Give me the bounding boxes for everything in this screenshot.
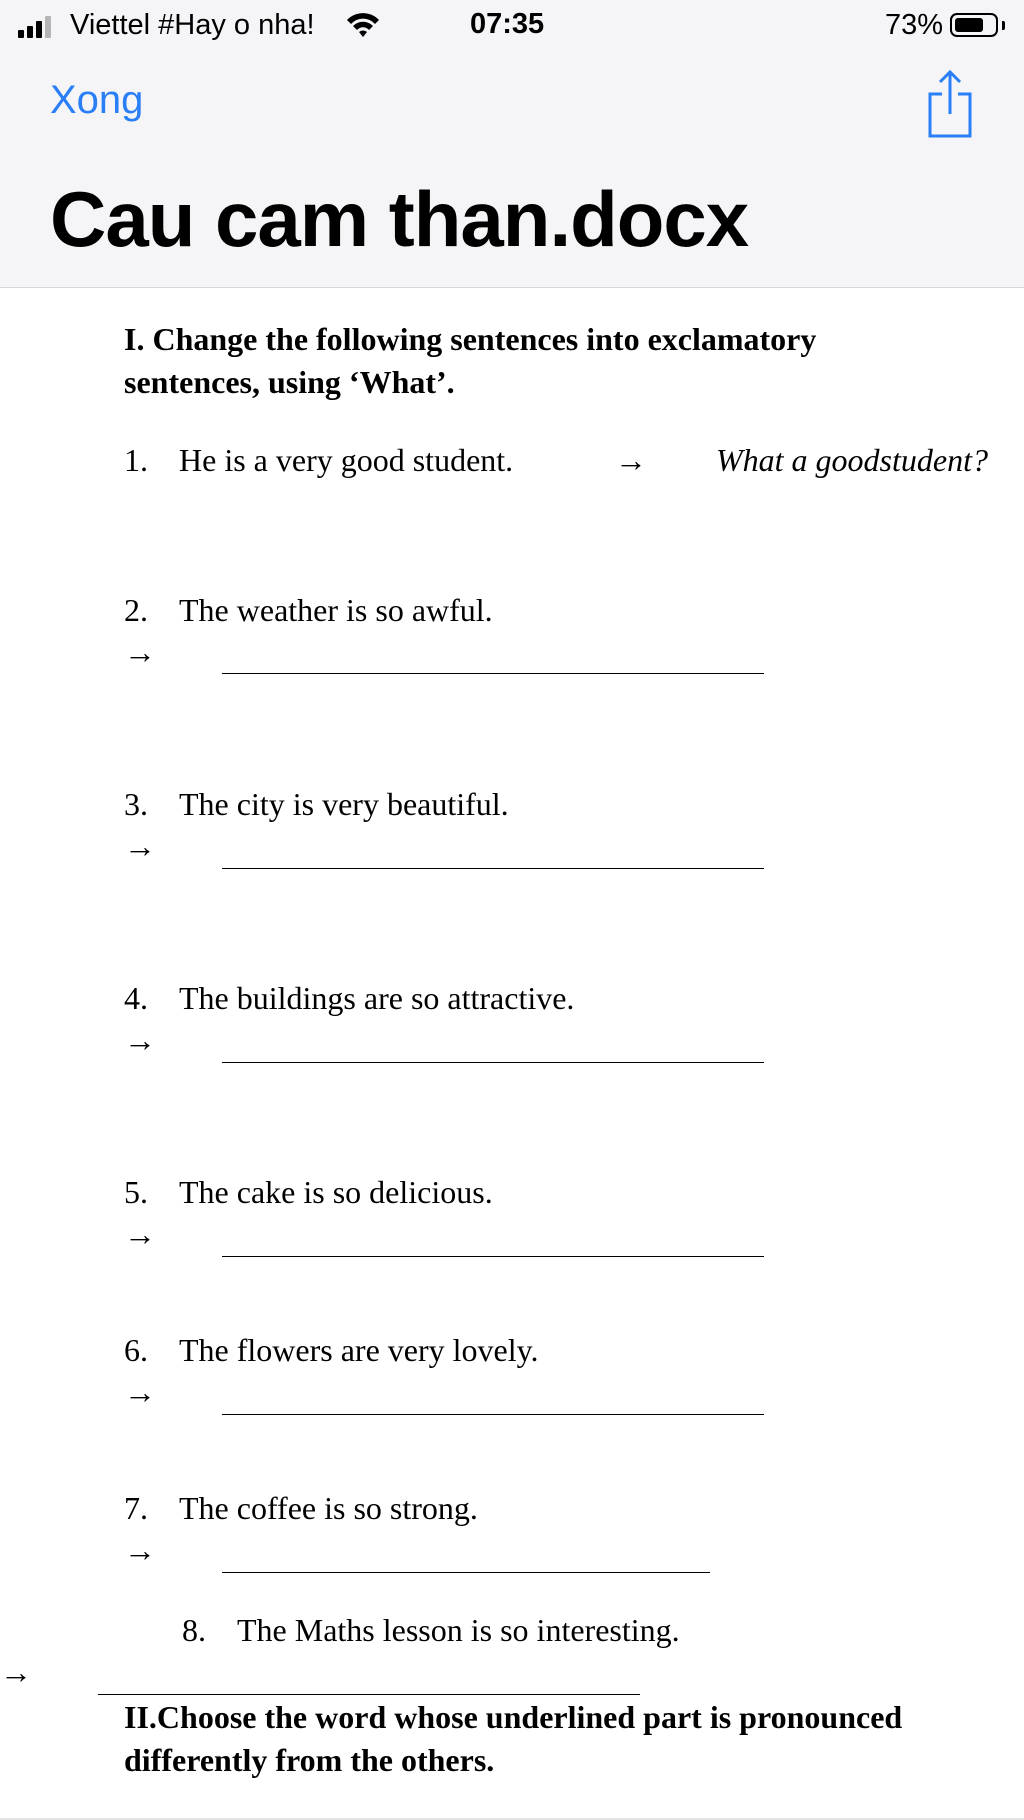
question-text: He is a very good student. [179,442,514,478]
battery-fill [955,18,983,32]
answer-1: What a goodstudent? [716,442,988,478]
question-number: 1. [124,442,148,478]
question-text: The buildings are so attractive. [179,980,575,1016]
answer-line-3[interactable] [222,868,764,869]
share-icon[interactable] [922,68,978,140]
section-1-heading: I. Change the following sentences into exclamatory sentences, using ‘What’. [124,321,817,400]
arrow-1: → [615,442,647,478]
question-text: The weather is so awful. [179,592,493,628]
question-number: 4. [124,980,148,1016]
arrow-4: → [124,1022,156,1058]
arrow-7: → [124,1532,156,1568]
battery-percentage: 73% [885,9,944,41]
document-navbar [0,52,1024,288]
answer-line-8[interactable] [98,1694,640,1695]
status-bar [0,0,1024,52]
clock: 07:35 [470,8,545,40]
arrow-8: → [0,1654,32,1690]
question-text: The cake is so delicious. [179,1174,493,1210]
arrow-3: → [124,828,156,864]
question-text: The Maths lesson is so interesting. [237,1612,680,1648]
done-button[interactable]: Xong [50,78,144,122]
carrier-name: Viettel #Hay o nha! [70,9,315,41]
section-2-heading: II.Choose the word whose underlined part is pronounced differently from the others. [124,1699,903,1778]
question-text: The coffee is so strong. [179,1490,478,1526]
question-number: 3. [124,786,148,822]
question-number: 5. [124,1174,148,1210]
question-text: The flowers are very lovely. [179,1332,539,1368]
battery-tip [1002,21,1005,30]
answer-line-5[interactable] [222,1256,764,1257]
arrow-6: → [124,1374,156,1410]
answer-line-4[interactable] [222,1062,764,1063]
battery-icon [950,13,998,37]
question-text: The city is very beautiful. [179,786,509,822]
question-number: 6. [124,1332,148,1368]
answer-line-6[interactable] [222,1414,764,1415]
document-page [0,288,1024,1820]
arrow-2: → [124,634,156,670]
signal-bars-icon [18,16,62,38]
question-number: 7. [124,1490,148,1526]
document-title: Cau cam than.docx [50,175,749,263]
answer-line-7[interactable] [222,1572,710,1573]
arrow-5: → [124,1216,156,1252]
wifi-icon [345,11,381,39]
question-number: 2. [124,592,148,628]
question-number: 8. [182,1612,206,1648]
answer-line-2[interactable] [222,673,764,674]
